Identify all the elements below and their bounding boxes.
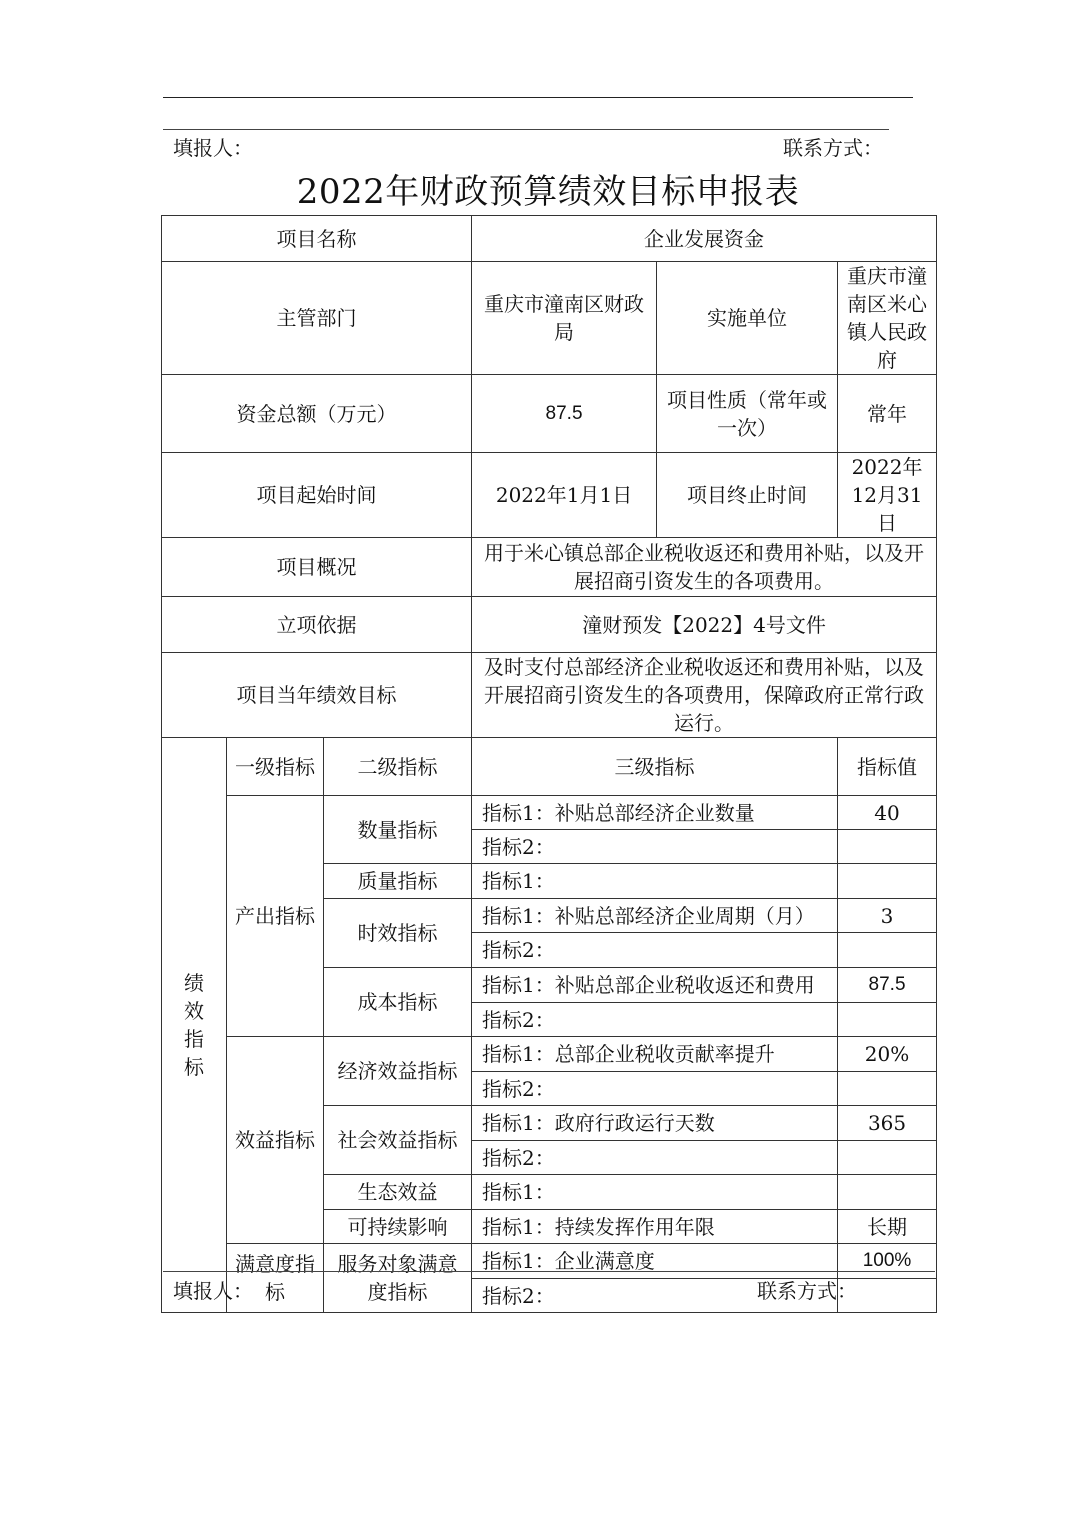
basis-label: 立项依据	[162, 597, 472, 653]
page-title: 2022年财政预算绩效目标申报表	[296, 172, 800, 212]
col-header-level3: 三级指标	[472, 738, 838, 796]
indicator-row-text: 指标1：持续发挥作用年限	[472, 1210, 838, 1244]
section-label-performance	[162, 738, 227, 1313]
level2-ecological: 生态效益	[324, 1175, 472, 1210]
header-underline	[163, 129, 889, 130]
indicator-row-text: 指标1：	[472, 864, 838, 899]
end-value: 2022年12月31日	[838, 453, 937, 538]
level2-quantity: 数量指标	[324, 796, 472, 864]
start-label: 项目起始时间	[162, 453, 472, 538]
dept-value: 重庆市潼南区财政局	[472, 262, 657, 375]
amount-value: 87.5	[472, 375, 657, 453]
overview-label: 项目概况	[162, 538, 472, 597]
budget-form-table	[161, 215, 937, 1313]
project-name-value: 企业发展资金	[472, 216, 937, 262]
col-header-value: 指标值	[838, 738, 937, 796]
indicator-row-value	[838, 864, 937, 899]
level2-timeliness: 时效指标	[324, 899, 472, 968]
top-rule	[163, 97, 913, 98]
unit-label: 实施单位	[657, 262, 838, 375]
project-name-label: 项目名称	[162, 216, 472, 262]
contact-label: 联系方式：	[783, 136, 883, 160]
level2-service: 服务对象满意度指标	[324, 1244, 472, 1313]
level1-benefit: 效益指标	[227, 1037, 324, 1244]
basis-value: 潼财预发【2022】4号文件	[472, 597, 937, 653]
indicator-row-text: 指标2：	[472, 933, 838, 968]
indicator-row-value	[838, 933, 937, 968]
level2-economic: 经济效益指标	[324, 1037, 472, 1106]
indicator-row-value: 365	[838, 1106, 937, 1141]
start-value: 2022年1月1日	[472, 453, 657, 538]
indicator-row-text: 指标1：	[472, 1175, 838, 1210]
indicator-row-text: 指标1：补贴总部经济企业周期（月）	[472, 899, 838, 933]
level1-satisfaction: 满意度指标	[227, 1244, 324, 1313]
indicator-row-text: 指标2：	[472, 1279, 838, 1313]
indicator-row-value: 87.5	[838, 968, 937, 1003]
footer-contact-label: 联系方式：	[757, 1279, 857, 1303]
indicator-row-value	[838, 1141, 937, 1175]
indicator-row-value	[838, 1175, 937, 1210]
level2-quality: 质量指标	[324, 864, 472, 899]
indicator-row-text: 指标1：补贴总部经济企业数量	[472, 796, 838, 830]
dept-label: 主管部门	[162, 262, 472, 375]
nature-value: 常年	[838, 375, 937, 453]
amount-label: 资金总额（万元）	[162, 375, 472, 453]
indicator-row-text: 指标1：补贴总部企业税收返还和费用	[472, 968, 838, 1003]
col-header-level1: 一级指标	[227, 738, 324, 796]
indicator-row-value: 长期	[838, 1210, 937, 1244]
goal-label: 项目当年绩效目标	[162, 653, 472, 738]
indicator-row-value: 100%	[838, 1244, 937, 1279]
indicator-row-text: 指标2：	[472, 1003, 838, 1037]
level2-cost: 成本指标	[324, 968, 472, 1037]
indicator-row-value: 3	[838, 899, 937, 933]
indicator-row-text: 指标2：	[472, 1072, 838, 1106]
indicator-row-text: 指标2：	[472, 830, 838, 864]
level2-social: 社会效益指标	[324, 1106, 472, 1175]
level1-output: 产出指标	[227, 796, 324, 1037]
col-header-level2: 二级指标	[324, 738, 472, 796]
section-label-text: 绩效指标	[184, 971, 204, 1079]
indicator-row-value: 20%	[838, 1037, 937, 1072]
indicator-row-value: 40	[838, 796, 937, 830]
overview-value: 用于米心镇总部企业税收返还和费用补贴，以及开展招商引资发生的各项费用。	[472, 538, 937, 597]
unit-value: 重庆市潼南区米心镇人民政府	[838, 262, 937, 375]
indicator-row-value	[838, 830, 937, 864]
level2-sustainable: 可持续影响	[324, 1210, 472, 1244]
indicator-row-value	[838, 1003, 937, 1037]
nature-label: 项目性质（常年或一次）	[657, 375, 838, 453]
indicator-row-text: 指标1：政府行政运行天数	[472, 1106, 838, 1141]
footer-rule	[163, 1271, 935, 1272]
goal-value: 及时支付总部经济企业税收返还和费用补贴，以及开展招商引资发生的各项费用，保障政府正常行政运行。	[472, 653, 937, 738]
end-label: 项目终止时间	[657, 453, 838, 538]
footer-reporter-label: 填报人：	[173, 1279, 253, 1303]
indicator-row-text: 指标1：企业满意度	[472, 1244, 838, 1279]
indicator-row-text: 指标1：总部企业税收贡献率提升	[472, 1037, 838, 1072]
indicator-row-value	[838, 1072, 937, 1106]
reporter-label: 填报人：	[173, 136, 253, 160]
indicator-row-text: 指标2：	[472, 1141, 838, 1175]
